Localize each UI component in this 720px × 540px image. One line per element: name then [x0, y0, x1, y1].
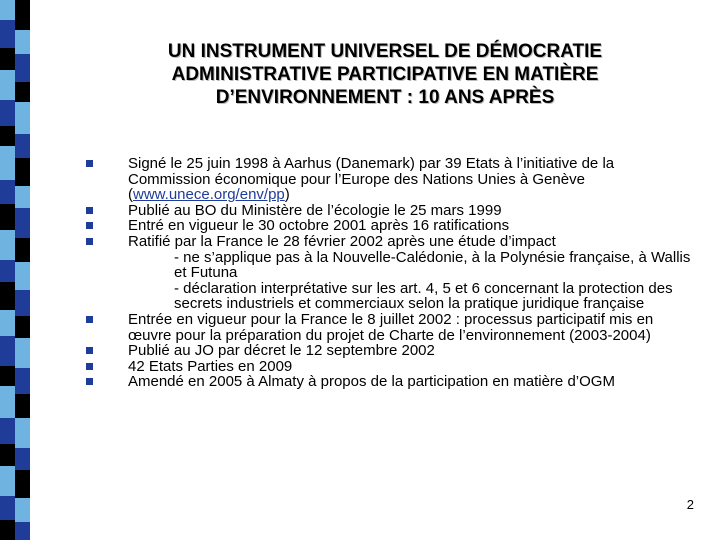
title-line-1: UN INSTRUMENT UNIVERSEL DE DÉMOCRATIE: [167, 41, 603, 62]
item-text: Signé le 25 juin 1998 à Aarhus (Danemark) par 39 Etats à l’initiative de la Commission économique pour l’Europe des Nations Unies à Genève (: [128, 155, 615, 204]
square-bullet-icon: [86, 238, 93, 245]
bullet-list: [86, 156, 696, 390]
slide-title: [80, 40, 690, 109]
square-bullet-icon: [86, 363, 93, 370]
item-text: Amendé en 2005 à Almaty à propos de la participation en matière d’OGM: [128, 373, 615, 391]
item-text-suffix: ): [284, 186, 290, 204]
list-item: [86, 218, 696, 234]
sub-item: - ne s’applique pas à la Nouvelle-Calédonie, à la Polynésie française, à Wallis et Futuna: [174, 248, 691, 282]
item-text: Entrée en vigueur pour la France le 8 juillet 2002 : processus participatif mis en œuvre pour la préparation du projet de Charte de l’environnement (2003-2004): [128, 310, 654, 344]
item-text: Publié au BO du Ministère de l’écologie le 25 mars 1999: [128, 201, 502, 219]
square-bullet-icon: [86, 378, 93, 385]
list-item: [86, 374, 696, 390]
item-text: Ratifié par la France le 28 février 2002 après une étude d’impact: [128, 232, 556, 250]
page-number: 2: [686, 497, 694, 512]
square-bullet-icon: [86, 160, 93, 167]
title-line-3: D’ENVIRONNEMENT : 10 ANS APRÈS: [215, 87, 555, 108]
decorative-stripe: [0, 0, 30, 540]
list-item: [86, 359, 696, 375]
list-item: [86, 156, 696, 203]
square-bullet-icon: [86, 222, 93, 229]
unece-link[interactable]: www.unece.org/env/pp: [133, 186, 285, 204]
list-item: [86, 312, 696, 343]
square-bullet-icon: [86, 347, 93, 354]
sub-item: - déclaration interprétative sur les art. 4, 5 et 6 concernant la protection des secrets industriels et commerciaux selon la pratique juridique française: [174, 279, 673, 313]
item-text: Publié au JO par décret le 12 septembre 2002: [128, 342, 435, 360]
list-item: [86, 234, 696, 250]
square-bullet-icon: [86, 207, 93, 214]
title-line-2: ADMINISTRATIVE PARTICIPATIVE EN MATIÈRE: [171, 64, 599, 85]
list-item: [86, 343, 696, 359]
item-text: Entré en vigueur le 30 octobre 2001 après 16 ratifications: [128, 217, 510, 235]
square-bullet-icon: [86, 316, 93, 323]
list-item: [86, 203, 696, 219]
item-text: 42 Etats Parties en 2009: [128, 357, 293, 375]
